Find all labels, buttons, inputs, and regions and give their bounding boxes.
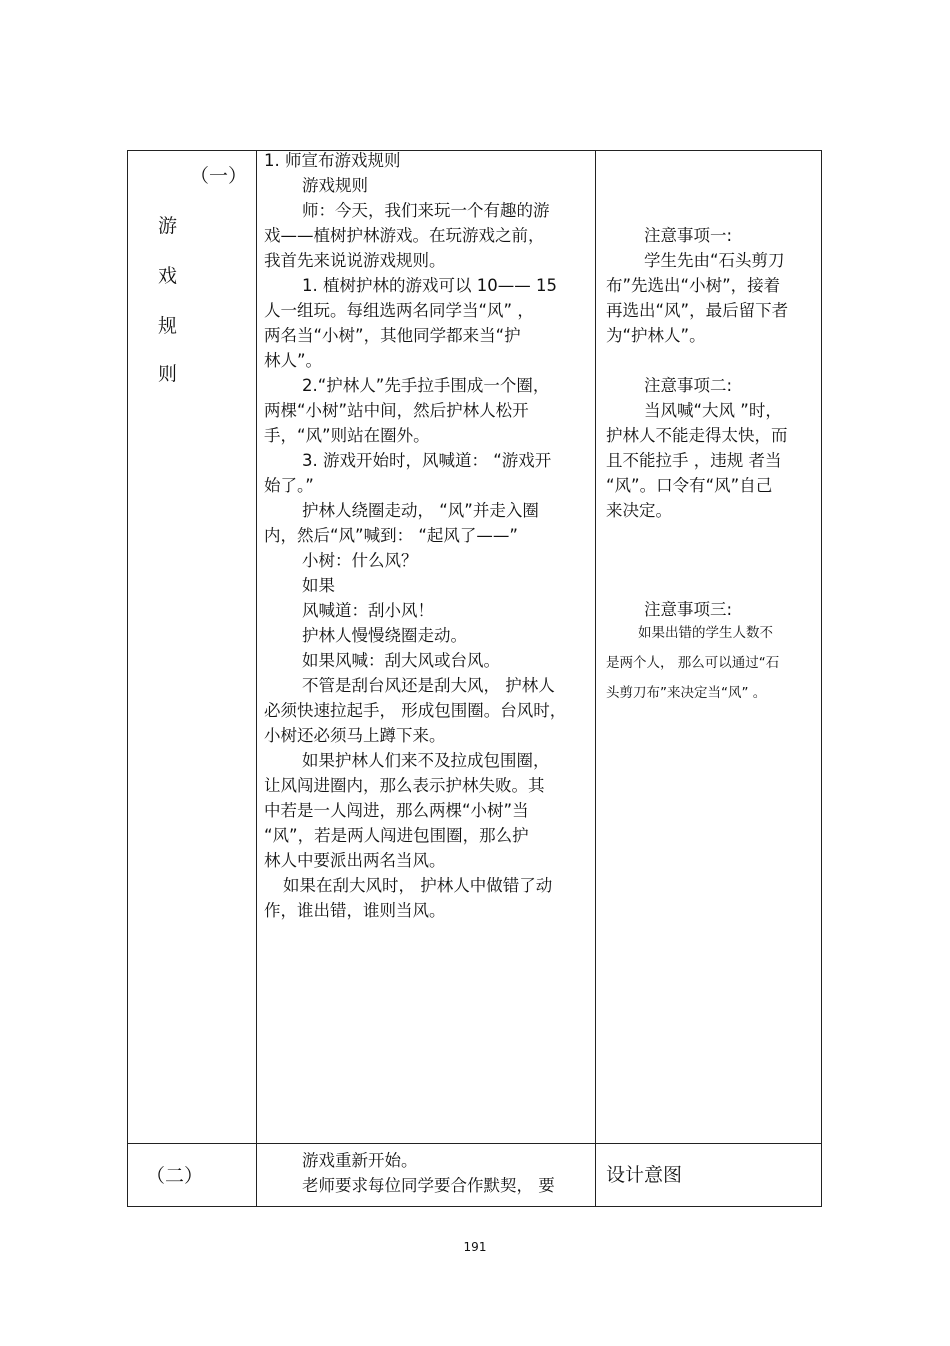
rules-line: 小树还必须马上蹲下来。 — [264, 726, 446, 745]
rules-line: 戏——植树护林游戏。在玩游戏之前， — [264, 226, 545, 245]
note-title: 注意事项二: — [644, 376, 733, 395]
note-line: 护林人不能走得太快，而 — [606, 426, 788, 445]
rules-line: 3. 游戏开始时，风喊道： “游戏开 — [302, 451, 552, 470]
rules-line: 林人中要派出两名当风。 — [264, 851, 446, 870]
row-divider — [128, 1143, 821, 1144]
column-divider-2 — [595, 151, 596, 1206]
rules-line: 2.“护林人”先手拉手围成一个圈， — [302, 376, 550, 395]
rules-line: 如果风喊：刮大风或台风。 — [302, 651, 500, 670]
note-line: 布”先选出“小树”，接着 — [606, 276, 781, 295]
rules-line: 作，谁出错，谁则当风。 — [264, 901, 446, 920]
rules-line: 如果 — [302, 576, 335, 595]
section-1-label: （一） — [190, 165, 248, 187]
rules-line: 始了。” — [264, 476, 314, 495]
note-line: 当风喊“大风 ”时， — [644, 401, 782, 420]
rules-line: 让风闯进圈内，那么表示护林失败。其 — [264, 776, 545, 795]
section-2-line: 老师要求每位同学要合作默契， 要 — [302, 1176, 555, 1195]
rules-line: 游戏规则 — [302, 176, 368, 195]
note-line: 来决定。 — [606, 501, 672, 520]
note-3-title: 注意事项三: — [644, 600, 733, 619]
section-2-label: （二） — [146, 1165, 204, 1187]
note-3 — [606, 618, 779, 708]
section-1-title-char: 则 — [158, 363, 178, 385]
rules-line: 林人”。 — [264, 351, 323, 370]
rules-line: 如果在刮大风时， 护林人中做错了动 — [283, 876, 553, 895]
note-1 — [606, 223, 788, 348]
rules-text — [264, 148, 566, 923]
rules-line: 小树：什么风？ — [302, 551, 418, 570]
rules-line: 人一组玩。每组选两名同学当“风” ， — [264, 301, 534, 320]
rules-line: 1. 植树护林的游戏可以 10—— 15 — [302, 276, 557, 295]
rules-line: 师：今天，我们来玩一个有趣的游 — [302, 201, 550, 220]
note-line: 为“护林人”。 — [606, 326, 706, 345]
note-line: 如果出错的学生人数不 — [638, 625, 773, 641]
section-2-line: 游戏重新开始。 — [302, 1151, 418, 1170]
note-line: 再选出“风”，最后留下者 — [606, 301, 789, 320]
section-2-text — [264, 1148, 555, 1198]
rules-line: 我首先来说说游戏规则。 — [264, 251, 446, 270]
rules-line: 如果护林人们来不及拉成包围圈， — [302, 751, 550, 770]
lesson-table — [127, 150, 822, 1207]
rules-line: 护林人慢慢绕圈走动。 — [302, 626, 467, 645]
note-line: 学生先由“石头剪刀 — [644, 251, 785, 270]
rules-line: 必须快速拉起手， 形成包围圈。台风时， — [264, 701, 567, 720]
design-intent-label: 设计意图 — [606, 1164, 683, 1186]
note-line: 且不能拉手 ，违规 者当 — [606, 451, 782, 470]
rules-line: 1. 师宣布游戏规则 — [264, 151, 401, 170]
page-number: 191 — [463, 1240, 487, 1254]
note-2 — [606, 373, 788, 523]
rules-line: 内，然后“风”喊到： “起风了——” — [264, 526, 518, 545]
rules-line: 风喊道：刮小风！ — [302, 601, 434, 620]
note-line: 头剪刀布”来决定当“风” 。 — [606, 685, 767, 701]
rules-line: 不管是刮台风还是刮大风， 护林人 — [302, 676, 555, 695]
rules-line: 中若是一人闯进，那么两棵“小树”当 — [264, 801, 529, 820]
rules-line: 两名当“小树”，其他同学都来当“护 — [264, 326, 521, 345]
section-1-title-char: 游 — [158, 215, 178, 237]
note-line: 是两个人， 那么可以通过“石 — [606, 655, 780, 671]
rules-line: 手，“风”则站在圈外。 — [264, 426, 430, 445]
section-1-title-char: 戏 — [158, 265, 178, 287]
note-line: “风”。口令有“风”自己 — [606, 476, 773, 495]
rules-line: “风”，若是两人闯进包围圈，那么护 — [264, 826, 529, 845]
rules-line: 护林人绕圈走动， “风”并走入圈 — [302, 501, 539, 520]
column-divider-1 — [256, 151, 257, 1206]
section-1-title-char: 规 — [158, 315, 178, 337]
rules-line: 两棵“小树”站中间，然后护林人松开 — [264, 401, 529, 420]
note-title: 注意事项一: — [644, 226, 733, 245]
